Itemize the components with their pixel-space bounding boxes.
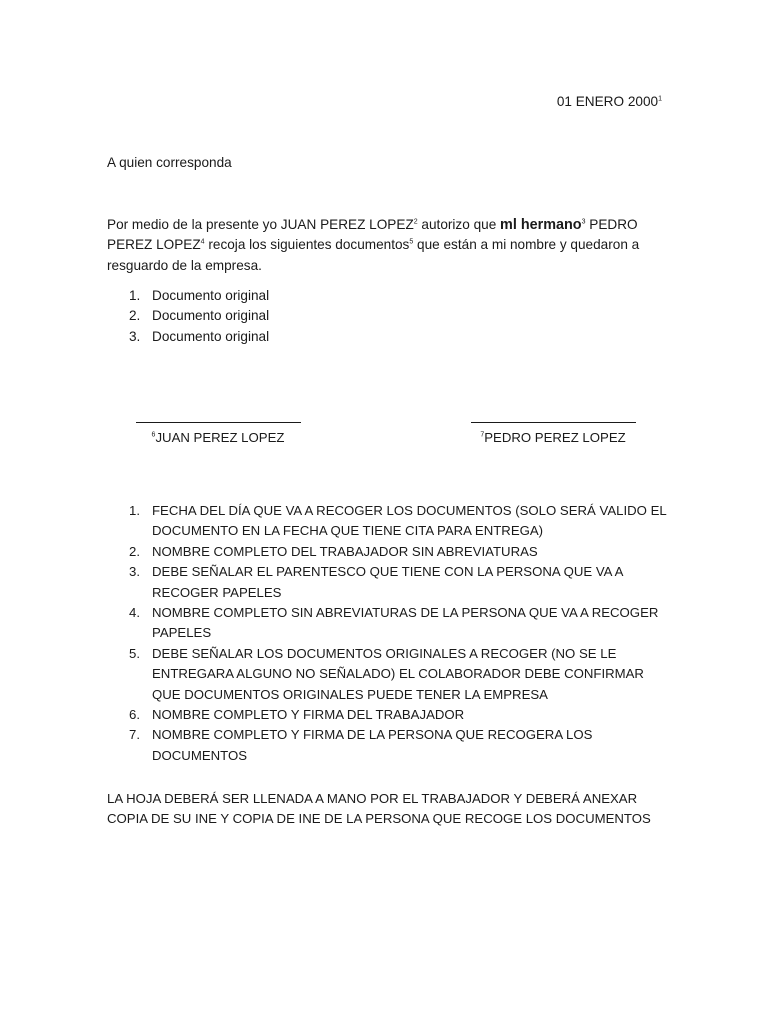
signature-block-recipient: [468, 422, 638, 447]
list-item: [107, 644, 667, 705]
list-item: [107, 603, 667, 644]
list-number: 3.: [129, 564, 140, 580]
letter-date: [557, 93, 662, 111]
footnote-mark-3: 3: [581, 218, 586, 226]
list-number: 7.: [129, 727, 140, 743]
list-number: 1.: [129, 503, 140, 518]
list-item: [107, 306, 663, 326]
instructions-list: [107, 501, 667, 766]
list-number: 2.: [129, 543, 140, 559]
list-item: [107, 501, 667, 542]
list-item: [107, 705, 667, 725]
list-item: [107, 562, 667, 603]
signature-block-worker: [133, 422, 303, 447]
documents-list: [107, 286, 663, 347]
list-number: 1.: [129, 288, 141, 303]
body-part-1: Por medio de la presente yo JUAN PEREZ LOPEZ: [107, 217, 414, 232]
body-part-5: que están a mi nombre y quedaron a resguardo de la empresa.: [107, 237, 640, 273]
instruction-text: NOMBRE COMPLETO DEL TRABAJADOR SIN ABREVIATURAS: [152, 543, 538, 559]
list-item: [107, 725, 667, 766]
salutation: A quien corresponda: [107, 155, 232, 170]
list-number: 2.: [129, 308, 141, 324]
signature-name-recipient: [468, 429, 638, 447]
list-number: 4.: [129, 605, 140, 621]
footnote-mark-7: 7: [480, 431, 485, 439]
date-text: 01 ENERO 2000: [556, 94, 659, 109]
list-item: [107, 286, 663, 306]
list-number: 6.: [129, 707, 140, 723]
instruction-text: NOMBRE COMPLETO Y FIRMA DEL TRABAJADOR: [152, 707, 465, 723]
instruction-text: NOMBRE COMPLETO SIN ABREVIATURAS DE LA PERSONA QUE VA A RECOGER PAPELES: [152, 605, 659, 641]
list-item: [107, 542, 667, 562]
document-item-text: Documento original: [152, 288, 270, 303]
footnote-mark-4: 4: [200, 238, 205, 246]
recipient-name: PEDRO PEREZ LOPEZ: [484, 430, 626, 445]
footnote-mark-2: 2: [413, 218, 418, 226]
body-part-2: autorizo que: [417, 217, 501, 232]
instruction-text: DEBE SEÑALAR LOS DOCUMENTOS ORIGINALES A RECOGER (NO SE LE ENTREGARA ALGUNO NO SEÑALADO) EL COLABORADOR DEBE CONFIRMAR QUE DOCUMENTOS ORIGINALES PUEDE TENER LA EMPRESA: [152, 645, 644, 702]
relationship-text: ml hermano: [500, 217, 582, 233]
worker-name: JUAN PEREZ LOPEZ: [155, 430, 285, 445]
instruction-text: DEBE SEÑALAR EL PARENTESCO QUE TIENE CON LA PERSONA QUE VA A RECOGER PAPELES: [152, 564, 623, 600]
body-part-4: recoja los siguientes documentos: [204, 237, 410, 253]
list-item: [107, 327, 663, 347]
signature-line: [136, 422, 301, 423]
body-part-3: PEDRO PEREZ LOPEZ: [107, 217, 638, 253]
document-item-text: Documento original: [152, 328, 270, 344]
signature-line: [471, 422, 636, 423]
authorization-paragraph: [107, 215, 663, 276]
instruction-text: NOMBRE COMPLETO Y FIRMA DE LA PERSONA QUE RECOGERA LOS DOCUMENTOS: [152, 727, 593, 763]
signature-name-worker: [133, 429, 303, 447]
footnote-mark-5: 5: [409, 238, 414, 246]
document-item-text: Documento original: [152, 308, 270, 324]
list-number: 5.: [129, 645, 140, 661]
footnote-mark-6: 6: [151, 431, 156, 439]
footnote-mark-1: 1: [658, 95, 662, 103]
instruction-text: FECHA DEL DÍA QUE VA A RECOGER LOS DOCUMENTOS (SOLO SERÁ VALIDO EL DOCUMENTO EN LA FECHA QUE TIENE CITA PARA ENTREGA): [152, 503, 667, 539]
list-number: 3.: [129, 328, 141, 344]
footer-note: LA HOJA DEBERÁ SER LLENADA A MANO POR EL TRABAJADOR Y DEBERÁ ANEXAR COPIA DE SU INE Y COPIA DE INE DE LA PERSONA QUE RECOGE LOS DOCUMENTOS: [107, 791, 651, 827]
